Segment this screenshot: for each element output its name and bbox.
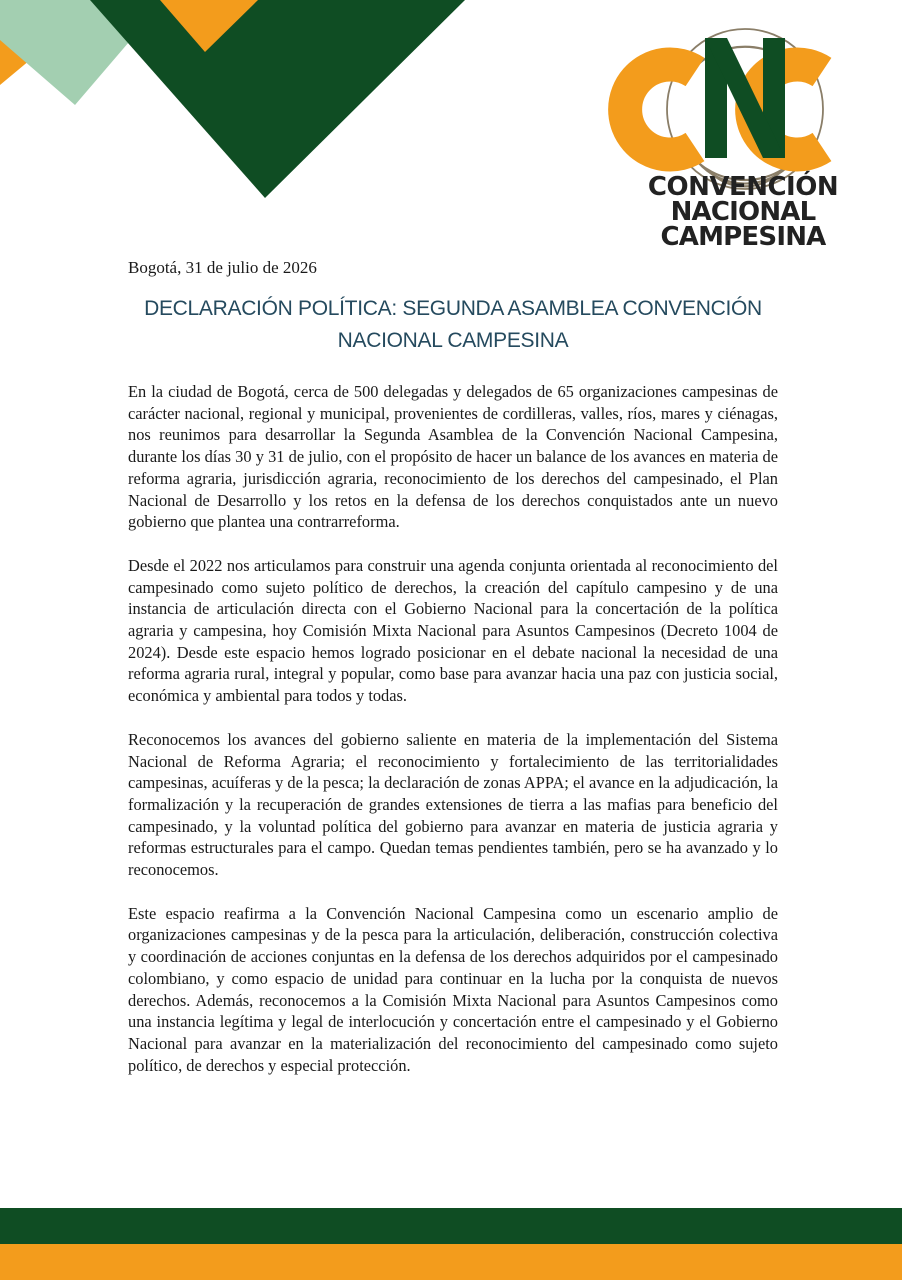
footer-orange-band <box>0 1244 902 1280</box>
paragraph-4: Este espacio reafirma a la Convención Nacional Campesina como un escenario amplio de organizaciones campesinas y de la pesca para la articulación, deliberación, construcción colectiva y coordinación de acciones conjuntas en la defensa de los derechos adquiridos por el campesinado colombiano, y como espacio de unidad para continuar en la lucha por la conquista de nuevos derechos. Además, reconocemos a la Comisión Mixta Nacional para Asuntos Campesinos como una instancia legítima y legal de interlocución y concertación entre el campesinado y el Gobierno Nacional para avanzar en la materialización del reconocimiento del campesinado como sujeto político, de derechos y especial protección. <box>128 903 778 1075</box>
document-body <box>128 381 778 1098</box>
document-title: DECLARACIÓN POLÍTICA: SEGUNDA ASAMBLEA CONVENCIÓN NACIONAL CAMPESINA <box>144 297 762 352</box>
footer-green-band <box>0 1208 902 1244</box>
paragraph-2: Desde el 2022 nos articulamos para construir una agenda conjunta orientada al reconocimiento del campesinado como sujeto político de derechos, la creación del capítulo campesino y de una instancia de articulación directa con el Gobierno Nacional para la concertación de la política agraria y campesina, hoy Comisión Mixta Nacional para Asuntos Campesinos (Decreto 1004 de 2024). Desde este espacio hemos logrado posicionar en el debate nacional la necesidad de una reforma agraria rural, integral y popular, como base para avanzar hacia una paz con justicia social, económica y ambiental para todos y todas. <box>128 555 778 706</box>
header-decorative-shapes <box>0 0 470 200</box>
logo-line-2: NACIONAL CAMPESINA <box>660 197 826 252</box>
paragraph-1: En la ciudad de Bogotá, cerca de 500 delegadas y delegados de 65 organizaciones campesinas de carácter nacional, regional y municipal, provenientes de cordilleras, valles, ríos, mares y ciénagas, nos reunimos para desarrollar la Segunda Asamblea de la Convención Nacional Campesina, durante los días 30 y 31 de julio, con el propósito de hacer un balance de los avances en materia de reforma agraria, jurisdicción agraria, reconocimiento de los derechos del campesinado, el Plan Nacional de Desarrollo y los retos en la defensa de los derechos conquistados ante un nuevo gobierno que plantea una contrarreforma. <box>128 382 778 532</box>
logo-line-1: CONVENCIÓN <box>647 172 839 202</box>
paragraph-3: Reconocemos los avances del gobierno saliente en materia de la implementación del Sistema Nacional de Reforma Agraria; el reconocimiento y fortalecimiento de las territorialidades campesinas, acuíferas y de la pesca; la declaración de zonas APPA; el avance en la adjudicación, la formalización y la recuperación de grandes extensiones de tierra a las mafias para beneficio del campesinado, y la voluntad política del gobierno para avanzar en materia de justicia agraria y reformas estructurales para el campo. Quedan temas pendientes también, pero se ha avanzado y lo reconocemos. <box>128 729 778 880</box>
logo-wordmark <box>598 172 888 252</box>
document-date: Bogotá, 31 de julio de 2026 <box>128 258 317 277</box>
